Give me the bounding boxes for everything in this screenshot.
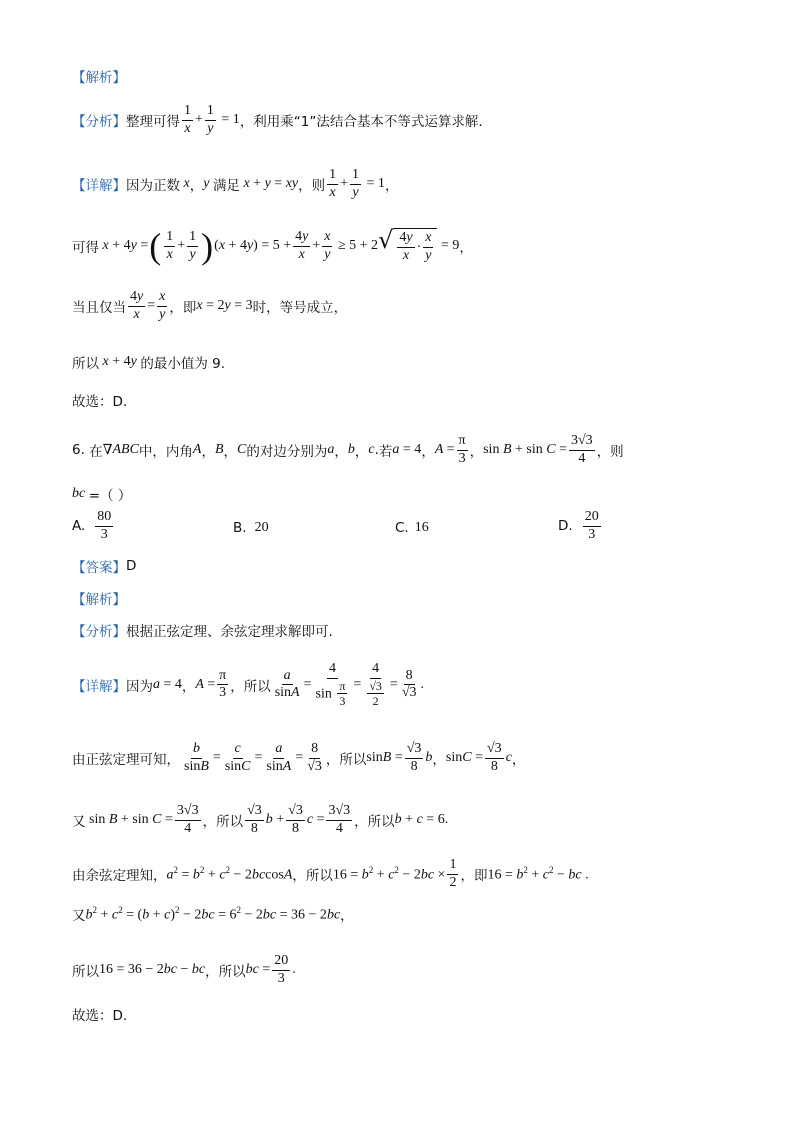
xiangjie-text-3: ，则 bbox=[298, 178, 326, 195]
xiangjie-line-1: 【详解】 因为正数 x ， y 满足 x + y = xy ，则 $\frac{1}{x}$ + $\frac{1}{y}$ = 1 ， bbox=[72, 167, 399, 200]
l4-mid: ，所以 bbox=[292, 868, 333, 885]
option-b[interactable] bbox=[233, 520, 269, 536]
analysis-tag: 【解析】 bbox=[72, 70, 126, 86]
fenxi-text-2: ，利用乘“1”法结合基本不等式运算求解. bbox=[239, 114, 483, 131]
l1-prefix: 因为 bbox=[126, 678, 153, 695]
option-d[interactable] bbox=[558, 510, 603, 542]
question-6-line: 6. 在 ∇ ABC 中，内角 A ， B ， C 的对边分别为 a ， b ， c . 若 a = 4 ， A = $\frac{\pi}{3}$ ， sin B + sin C = $\frac{3√3}{4}$ ，则 bbox=[72, 433, 624, 466]
solution-line-5: 又 $b^2 + c^2 = (b + c)^2 - 2bc = 6^2 - 2bc = 36 - 2bc$ ， bbox=[72, 904, 354, 924]
l6-mid: ，所以 bbox=[205, 964, 246, 981]
xiangjie-line-4: 所以 x + 4y 的最小值为 9. bbox=[72, 354, 226, 372]
answer-line bbox=[72, 556, 734, 576]
answer-value: D bbox=[126, 558, 137, 574]
answer-fenxi-line bbox=[72, 620, 734, 640]
line4-prefix: 所以 bbox=[72, 356, 99, 372]
l3-prefix: 又 bbox=[72, 814, 86, 831]
option-c[interactable] bbox=[395, 520, 429, 536]
l5-prefix: 又 bbox=[72, 908, 86, 924]
l3-mid1: ，所以 bbox=[202, 814, 244, 831]
l2-mid: ，所以 bbox=[325, 752, 367, 769]
xiangjie-text-2: 满足 bbox=[212, 178, 240, 195]
fenxi-tag: 【分析】 bbox=[72, 114, 126, 131]
option-value: 16 bbox=[414, 520, 429, 535]
option-label: A. bbox=[72, 518, 86, 535]
question-blank: =（ ） bbox=[88, 488, 132, 504]
question-text-3: 的对边分别为 bbox=[246, 444, 328, 461]
line2-prefix: 可得 bbox=[72, 240, 99, 256]
option-label: D. bbox=[558, 518, 573, 535]
l2-prefix: 由正弦定理可知， bbox=[72, 752, 180, 769]
line3-suffix: 时，等号成立， bbox=[252, 300, 348, 317]
option-value: 20 bbox=[254, 520, 269, 535]
answer-analysis-heading bbox=[72, 588, 734, 608]
option-num: 80 bbox=[95, 510, 113, 527]
formula-fraction: $\frac{1}{x}$ bbox=[184, 103, 191, 136]
answer-choose-line bbox=[72, 1004, 734, 1024]
l3-mid2: ，所以 bbox=[354, 814, 395, 831]
option-label: B. bbox=[233, 520, 247, 536]
answer-xiangjie-tag: 【详解】 bbox=[72, 678, 126, 695]
line3-prefix: 当且仅当 bbox=[72, 300, 126, 317]
solution-line-3: 又 sin B + sin C = $\frac{3√3}{4}$ ，所以 $\frac{√3}{8}$ b + $\frac{√3}{8}$ c = $\frac{3√3}{4}$ ，所以 b + c = 6. bbox=[72, 803, 449, 836]
solution-line-2: 由正弦定理可知， $\frac{b}{\sin B}$ = $\frac{c}{\sin C}$ = $\frac{a}{\sin A}$ = $\frac{8}{√3}$ ，所以 sinB = $\frac{√3}{8}$ b ， sinC = $\frac{√3}{8}$ c ， bbox=[72, 741, 526, 774]
line4-suffix: 的最小值为 9. bbox=[140, 356, 226, 372]
question-text-4: 若 bbox=[378, 444, 393, 461]
formula-fraction: $\frac{1}{y}$ bbox=[206, 103, 214, 136]
question-number: 6. bbox=[72, 442, 85, 459]
triangle-symbol: ∇ bbox=[102, 442, 113, 458]
solution-line-1: 【详解】 因为 a = 4 ， A = $\frac{\pi}{3}$ ，所以 $\frac{a}{\sin A}$ = 4 sin $\frac{\pi}{3}$ = $\frac{4}{\frac{√3}{2}}$ = $\frac{8}{√3}$ . bbox=[72, 661, 425, 709]
fenxi-line: 【分析】 整理可得 $\frac{1}{x}$ + $\frac{1}{y}$ = 1 ，利用乘“1”法结合基本不等式运算求解. bbox=[72, 103, 483, 136]
xiangjie-text: 因为正数 bbox=[126, 178, 180, 195]
answer-choose-text: 故选：D. bbox=[72, 1008, 128, 1024]
line3-mid: ，即 bbox=[169, 300, 197, 317]
answer-analysis-tag: 【解析】 bbox=[72, 592, 126, 608]
option-a[interactable] bbox=[72, 510, 115, 542]
question-text-2: 中，内角 bbox=[138, 444, 193, 461]
sqrt-expression: √ $\frac{4y}{x}$ · $\frac{x}{y}$ bbox=[378, 228, 437, 263]
choose-text: 故选：D. bbox=[72, 394, 128, 410]
option-label: C. bbox=[395, 520, 409, 536]
answer-fenxi-text: 根据正弦定理、余弦定理求解即可. bbox=[126, 624, 333, 640]
solution-line-6: 所以 16 = 36 − 2bc − bc ，所以 bc = $\frac{20}{3}$ . bbox=[72, 953, 296, 986]
xiangjie-line-3: 当且仅当 $\frac{4y}{x}$ = $\frac{x}{y}$ ，即 x = 2y = 3 时，等号成立， bbox=[72, 289, 348, 322]
option-num: 20 bbox=[583, 510, 601, 527]
l6-prefix: 所以 bbox=[72, 964, 99, 981]
choose-line bbox=[72, 390, 734, 410]
question-blank-line: bc =（ ） bbox=[72, 486, 132, 504]
answer-tag: 【答案】 bbox=[72, 560, 126, 576]
solution-line-4: 由余弦定理知， $a^2 = b^2 + c^2 - 2bccosA$ ，所以 $16 = b^2 + c^2 - 2bc$ × $\frac{1}{2}$ ，即 $16 = b^2 + c^2$ − bc . bbox=[72, 857, 589, 890]
l1-mid: ，所以 bbox=[230, 678, 271, 695]
analysis-heading bbox=[72, 66, 734, 86]
question-text: 在 bbox=[89, 444, 103, 461]
fenxi-text: 整理可得 bbox=[126, 114, 180, 131]
option-den: 3 bbox=[588, 526, 596, 542]
xiangjie-line-2: 可得 x + 4y = ( $\frac{1}{x}$ + $\frac{1}{y}$ ) (x + 4y) = 5 + $\frac{4y}{x}$ + $\frac{x}{y}$ ≥ 5 + 2 √ $\frac{4y}{x}$ · $\frac{x}{y}$ = 9 ， bbox=[72, 226, 473, 266]
l4-prefix: 由余弦定理知， bbox=[72, 868, 167, 885]
answer-fenxi-tag: 【分析】 bbox=[72, 624, 126, 640]
l4-mid2: ，即 bbox=[460, 868, 488, 885]
question-text-5: ，则 bbox=[596, 444, 624, 461]
option-den: 3 bbox=[100, 526, 108, 542]
xiangjie-tag: 【详解】 bbox=[72, 178, 126, 195]
